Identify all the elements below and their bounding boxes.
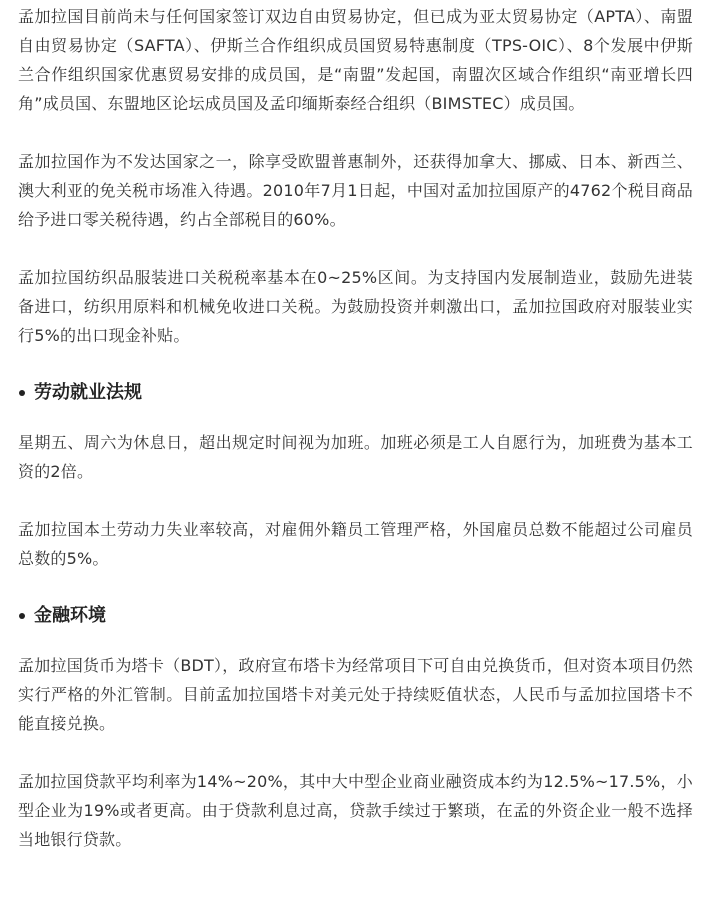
section-heading-labor xyxy=(18,378,693,408)
bullet-dot-icon xyxy=(19,613,25,619)
paragraph-loan-rates: 孟加拉国贷款平均利率为14%~20%，其中大中型企业商业融资成本约为12.5%~17.5%，小型企业为19%或者更高。由于贷款利息过高，贷款手续过于繁琐，在孟的外资企业一般不选择当地银行贷款。 xyxy=(18,772,693,849)
section-heading-finance xyxy=(18,601,693,631)
section-title-finance: 金融环境 xyxy=(34,605,106,626)
bullet-dot-icon xyxy=(19,390,25,396)
paragraph-trade-agreements: 孟加拉国目前尚未与任何国家签订双边自由贸易协定，但已成为亚太贸易协定（APTA）、南盟自由贸易协定（SAFTA）、伊斯兰合作组织成员国贸易特惠制度（TPS-OIC）、8个发展中伊斯兰合作组织国家优惠贸易安排的成员国，是“南盟”发起国，南盟次区域合作组织“南亚增长四角”成员国、东盟地区论坛成员国及孟印缅斯泰经合组织（BIMSTEC）成员国。 xyxy=(18,7,693,113)
paragraph-textile-tariffs: 孟加拉国纺织品服装进口关税税率基本在0~25%区间。为支持国内发展制造业，鼓励先进装备进口，纺织用原料和机械免收进口关税。为鼓励投资并刺激出口，孟加拉国政府对服装业实行5%的出口现金补贴。 xyxy=(18,268,693,345)
section-title-labor: 劳动就业法规 xyxy=(34,382,142,403)
paragraph-currency: 孟加拉国货币为塔卡（BDT），政府宣布塔卡为经常项目下可自由兑换货币，但对资本项目仍然实行严格的外汇管制。目前孟加拉国塔卡对美元处于持续贬值状态，人民币与孟加拉国塔卡不能直接兑换。 xyxy=(18,656,693,733)
paragraph-foreign-employees: 孟加拉国本土劳动力失业率较高，对雇佣外籍员工管理严格，外国雇员总数不能超过公司雇员总数的5%。 xyxy=(18,520,693,568)
paragraph-tariff-access: 孟加拉国作为不发达国家之一，除享受欧盟普惠制外，还获得加拿大、挪威、日本、新西兰、澳大利亚的免关税市场准入待遇。2010年7月1日起，中国对孟加拉国原产的4762个税目商品给予进口零关税待遇，约占全部税目的60%。 xyxy=(18,152,693,229)
paragraph-work-days: 星期五、周六为休息日，超出规定时间视为加班。加班必须是工人自愿行为，加班费为基本工资的2倍。 xyxy=(18,433,693,481)
